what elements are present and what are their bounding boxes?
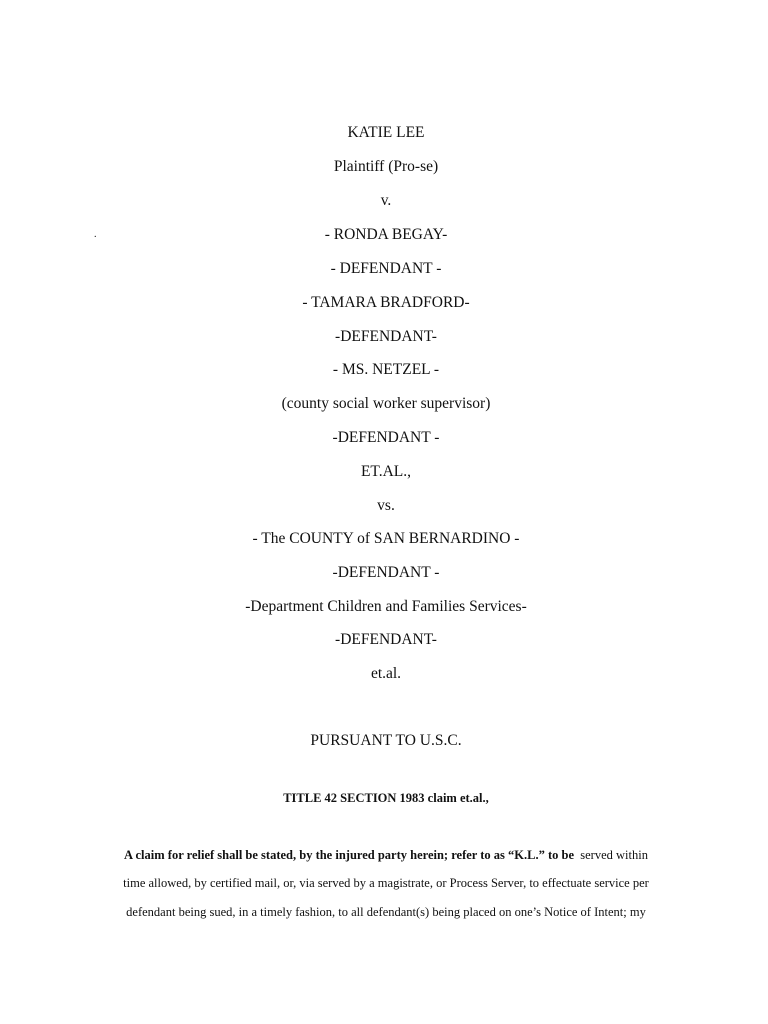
body-line-2: time allowed, by certified mail, or, via served by a magistrate, or Process Server, to effectuate service per xyxy=(123,876,649,890)
defendant-role-dcfs: -DEFENDANT- xyxy=(335,631,437,648)
versus-label: v. xyxy=(380,192,392,209)
defendant-role-begay: - DEFENDANT - xyxy=(330,260,442,277)
defendant-name-bradford: - TAMARA BRADFORD- xyxy=(302,294,470,311)
defendant-name-begay: - RONDA BEGAY- xyxy=(324,226,448,243)
body-line-1-rest: served within xyxy=(574,848,648,862)
defendant-name-county: - The COUNTY of SAN BERNARDINO - xyxy=(252,530,520,547)
et-al-label-2: et.al. xyxy=(370,665,402,682)
plaintiff-name: KATIE LEE xyxy=(347,124,425,141)
claim-title: TITLE 42 SECTION 1983 claim et.al., xyxy=(283,791,489,805)
body-line-1 xyxy=(0,846,768,864)
defendant-name-netzel: - MS. NETZEL - xyxy=(332,361,440,378)
versus-label-2: vs. xyxy=(377,497,395,514)
plaintiff-role: Plaintiff (Pro-se) xyxy=(333,158,439,175)
defendant-role-county: -DEFENDANT - xyxy=(332,564,440,581)
stray-mark: . xyxy=(94,229,97,240)
defendant-role-bradford: -DEFENDANT- xyxy=(335,328,437,345)
body-line-1-bold: A claim for relief shall be stated, by the injured party herein; refer to as “K.L.” to be xyxy=(124,848,574,862)
body-line-3: defendant being sued, in a timely fashion, to all defendant(s) being placed on one’s Notice of Intent; my xyxy=(126,905,646,919)
et-al-label: ET.AL., xyxy=(360,463,412,480)
defendant-title-netzel: (county social worker supervisor) xyxy=(281,395,491,412)
pursuant-heading: PURSUANT TO U.S.C. xyxy=(310,732,462,749)
defendant-role-netzel: -DEFENDANT - xyxy=(332,429,440,446)
defendant-name-dcfs: -Department Children and Families Services- xyxy=(245,598,527,615)
